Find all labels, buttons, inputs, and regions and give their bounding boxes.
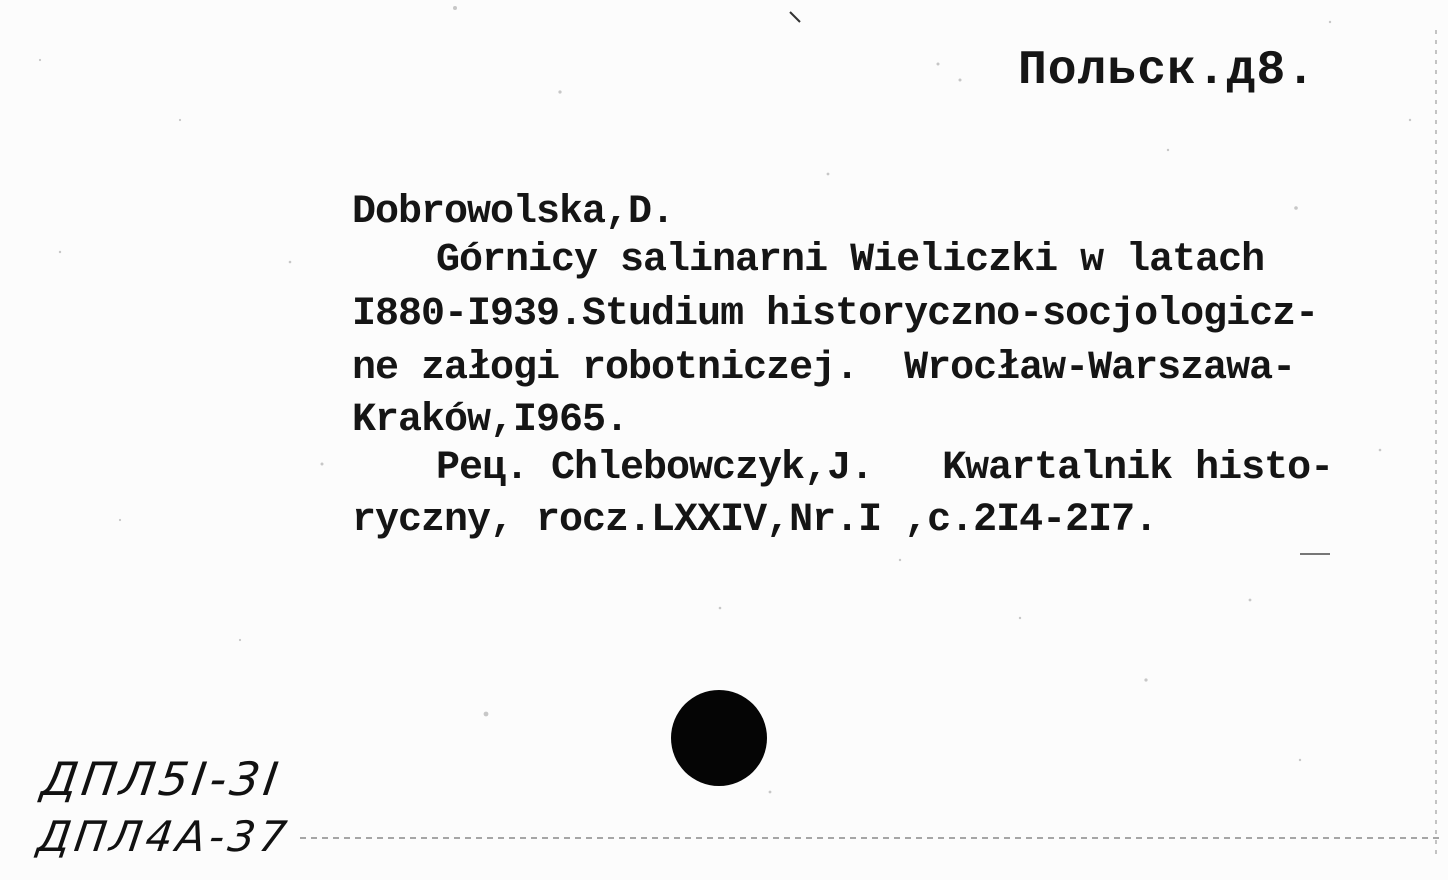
author-heading: Dobrowolska,D. <box>352 190 675 235</box>
punch-hole <box>671 690 767 786</box>
handwritten-call-number-2: ДПЛ4А-37 <box>34 812 294 861</box>
title-line-1: Górnicy salinarni Wieliczki w latach <box>436 238 1265 283</box>
classification-mark: Польск.д8. <box>1018 44 1317 98</box>
review-line-1: Рец. Chlebowczyk,J. Kwartalnik histo- <box>436 446 1334 491</box>
title-line-2: I880-I939.Studium historyczno-socjologicz- <box>352 292 1319 337</box>
handwritten-call-number-1: ДПЛ5І-3І <box>38 752 286 806</box>
title-line-3: ne załogi robotniczej. Wrocław-Warszawa- <box>352 346 1296 391</box>
review-line-2: ryczny, rocz.LXXIV,Nr.I ,c.2I4-2I7. <box>352 498 1158 543</box>
imprint-line: Kraków,I965. <box>352 398 629 443</box>
